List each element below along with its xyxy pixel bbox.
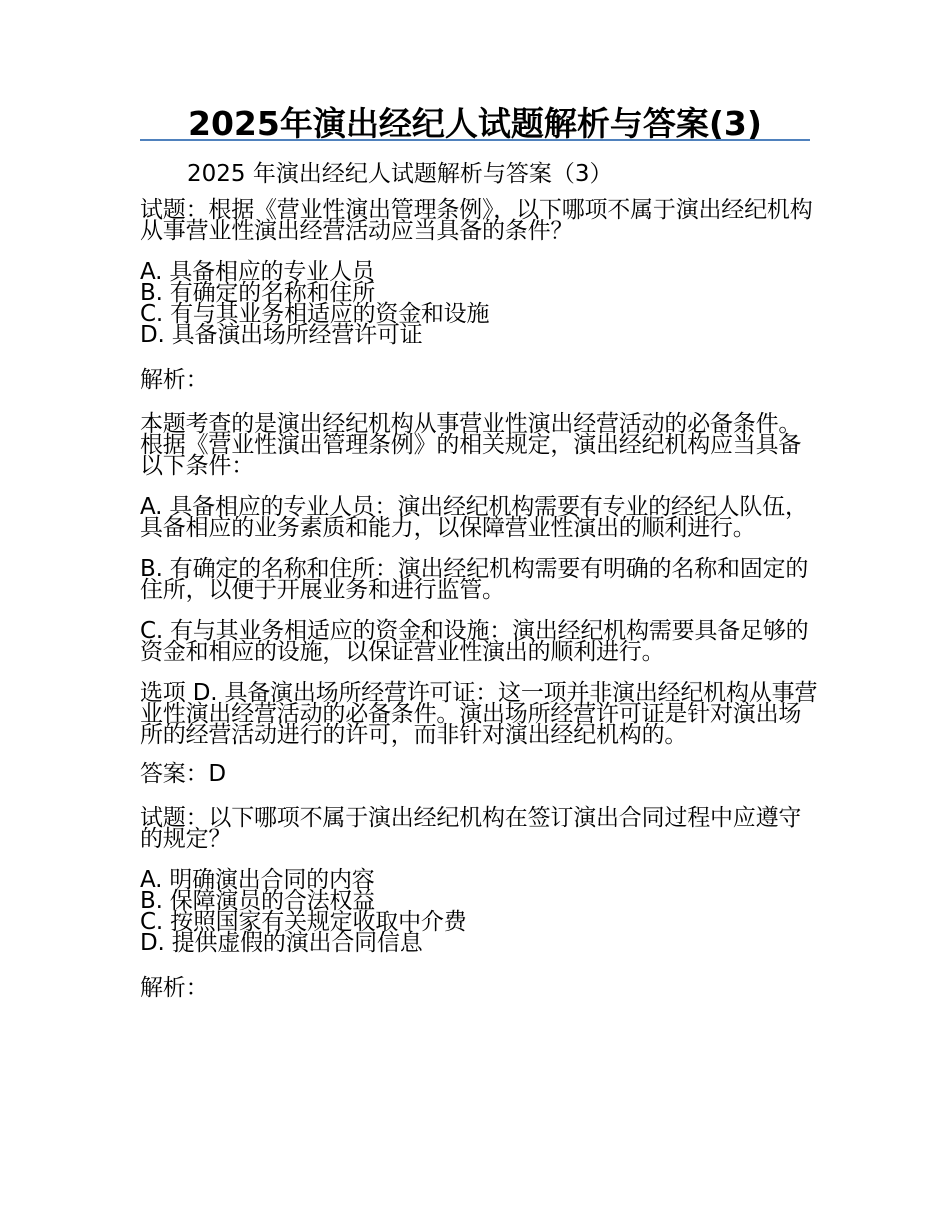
question-2-option-b: B. 保障演员的合法权益 (140, 888, 376, 914)
question-1-analysis-label: 解析： (140, 367, 209, 393)
question-2-stem: 试题：以下哪项不属于演出经纪机构在签订演出合同过程中应遵守的规定？ (140, 805, 802, 852)
document-title: 2025年演出经纪人试题解析与答案(3) (188, 104, 762, 143)
question-1-analysis-point-a: A. 具备相应的专业人员：演出经纪机构需要有专业的经纪人队伍，具备相应的业务素质和能力，以保障营业性演出的顺利进行。 (140, 494, 808, 541)
question-1-stem: 试题：根据《营业性演出管理条例》，以下哪项不属于演出经纪机构从事营业性演出经营活动应当具备的条件？ (140, 197, 813, 244)
question-1-option-b: B. 有确定的名称和住所 (140, 280, 376, 306)
question-2-option-a: A. 明确演出合同的内容 (140, 867, 375, 893)
question-2-analysis-label: 解析： (140, 975, 209, 1001)
question-2-option-d: D. 提供虚假的演出合同信息 (140, 930, 423, 956)
question-1-option-a: A. 具备相应的专业人员 (140, 259, 375, 285)
document-subtitle: 2025 年演出经纪人试题解析与答案（3） (187, 161, 613, 187)
question-1-option-d: D. 具备演出场所经营许可证 (140, 322, 423, 348)
question-1-analysis-point-d: 选项 D. 具备演出场所经营许可证：这一项并非演出经纪机构从事营业性演出经营活动的必备条件。演出场所经营许可证是针对演出场所的经营活动进行的许可，而非针对演出经纪机构的。 (140, 680, 818, 748)
question-2-options (140, 867, 820, 956)
question-2-option-c: C. 按照国家有关规定收取中介费 (140, 909, 467, 935)
question-1-option-c: C. 有与其业务相适应的资金和设施 (140, 301, 490, 327)
question-1-options (140, 259, 820, 348)
question-1-answer: 答案：D (140, 761, 226, 787)
question-1-analysis-point-c: C. 有与其业务相适应的资金和设施：演出经纪机构需要具备足够的资金和相应的设施，以保证营业性演出的顺利进行。 (140, 618, 809, 665)
question-1-analysis-intro: 本题考查的是演出经纪机构从事营业性演出经营活动的必备条件。根据《营业性演出管理条例》的相关规定，演出经纪机构应当具备以下条件： (140, 411, 802, 479)
question-1-analysis-point-b: B. 有确定的名称和住所：演出经纪机构需要有明确的名称和固定的住所，以便于开展业务和进行监管。 (140, 556, 809, 603)
title-underline (140, 139, 810, 141)
document-body (140, 197, 820, 1001)
